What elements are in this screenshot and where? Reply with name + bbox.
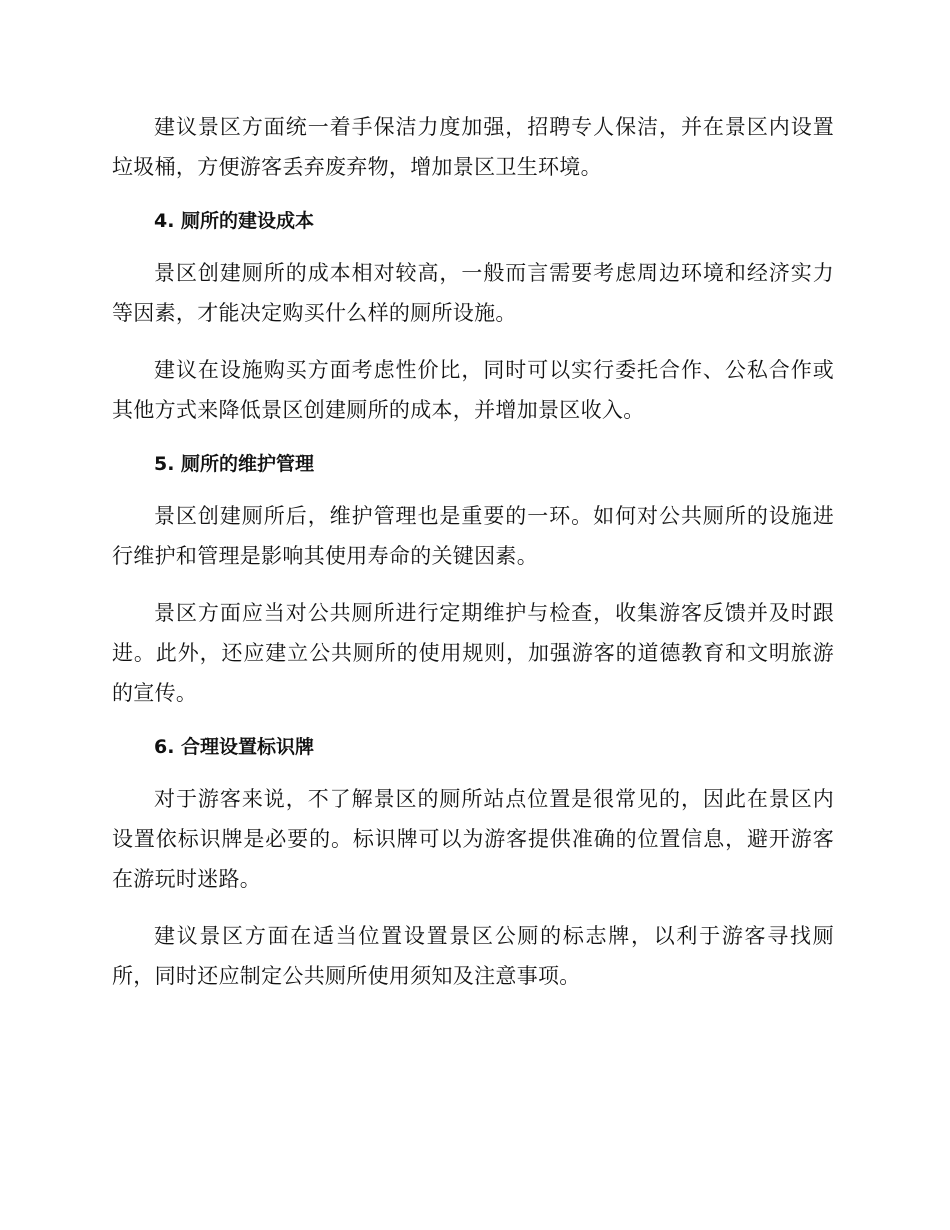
paragraph-signage-suggestion: 建议景区方面在适当位置设置景区公厕的标志牌，以利于游客寻找厕所，同时还应制定公共厕所使用须知及注意事项。 [112,924,834,988]
paragraph-maintenance-suggestion: 景区方面应当对公共厕所进行定期维护与检查，收集游客反馈并及时跟进。此外，还应建立公共厕所的使用规则，加强游客的道德教育和文明旅游的宣传。 [112,601,834,705]
paragraph-cost-suggestion: 建议在设施购买方面考虑性价比，同时可以实行委托合作、公私合作或其他方式来降低景区创建厕所的成本，并增加景区收入。 [112,358,834,422]
paragraph-signage-description: 对于游客来说，不了解景区的厕所站点位置是很常见的，因此在景区内设置依标识牌是必要的。标识牌可以为游客提供准确的位置信息，避开游客在游玩时迷路。 [112,787,834,891]
document-body [112,107,834,1013]
heading-construction-cost: 4. 厕所的建设成本 [154,210,315,232]
paragraph-maintenance-description: 景区创建厕所后，维护管理也是重要的一环。如何对公共厕所的设施进行维护和管理是影响其使用寿命的关键因素。 [112,504,834,568]
heading-signage: 6. 合理设置标识牌 [154,736,315,758]
paragraph-cost-description: 景区创建厕所的成本相对较高，一般而言需要考虑周边环境和经济实力等因素，才能决定购买什么样的厕所设施。 [112,261,834,325]
heading-maintenance: 5. 厕所的维护管理 [154,453,315,475]
paragraph-cleaning-suggestion: 建议景区方面统一着手保洁力度加强，招聘专人保洁，并在景区内设置垃圾桶，方便游客丢弃废弃物，增加景区卫生环境。 [112,115,834,179]
